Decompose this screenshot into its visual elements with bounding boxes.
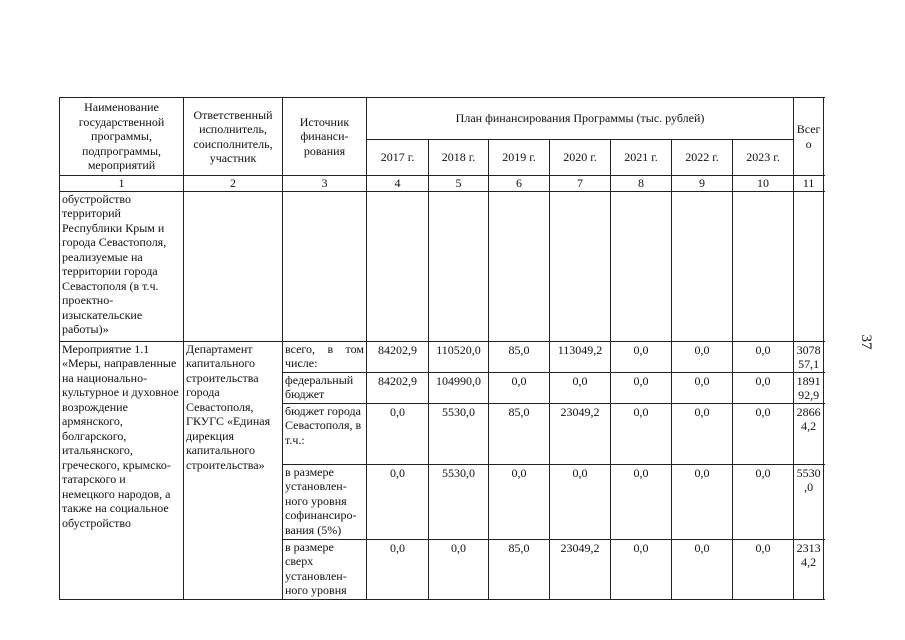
source-cell: бюджет города Севастополя, в т.ч.: [283,403,367,464]
header-name: Наименование государственной программы, подпрограммы, мероприятий [60,98,184,176]
source-cell: в размере установлен-ного уровня софинансиро-вания (5%) [283,464,367,539]
value-cell: 0,0 [733,403,794,464]
value-cell: 0,0 [733,464,794,539]
header-year: 2023 г. [733,140,794,176]
value-cell: 0,0 [733,539,794,599]
column-number: 2 [184,176,283,192]
header-responsible: Ответственный исполнитель, соисполнитель, участник [184,98,283,176]
total-cell: 5530,0 [794,464,824,539]
empty-cell [611,191,672,341]
column-number: 3 [283,176,367,192]
empty-cell [367,191,429,341]
source-cell: всего, в том числе: [283,341,367,372]
column-number: 7 [550,176,611,192]
value-cell: 0,0 [672,372,733,403]
continued-name-cell: обустройство территорий Республики Крым и города Севастополя, реализуемые на территории города Севастополя (в т.ч. проектно-изыскательские работы)» [60,191,184,341]
source-cell: в размере сверх установлен-ного уровня [283,539,367,599]
header-source: Источник финанси-рования [283,98,367,176]
value-cell: 23049,2 [550,403,611,464]
empty-cell [672,191,733,341]
value-cell: 0,0 [367,539,429,599]
empty-cell [184,191,283,341]
total-cell: 23134,2 [794,539,824,599]
value-cell: 0,0 [672,464,733,539]
value-cell: 84202,9 [367,341,429,372]
value-cell: 85,0 [489,403,550,464]
column-number: 5 [429,176,489,192]
event-name-cell: Мероприятие 1.1 «Меры, направленные на национально-культурное и духовное возрождение армянского, болгарского, итальянского, греческого, крымско-татарского и немецкого народов, а также на социальное обустройство [60,341,184,599]
empty-cell [489,191,550,341]
value-cell: 0,0 [611,341,672,372]
empty-cell [429,191,489,341]
header-year: 2022 г. [672,140,733,176]
column-number: 8 [611,176,672,192]
value-cell: 0,0 [367,464,429,539]
value-cell: 5530,0 [429,464,489,539]
column-number: 11 [794,176,824,192]
empty-cell [733,191,794,341]
value-cell: 0,0 [489,372,550,403]
value-cell: 0,0 [429,539,489,599]
value-cell: 0,0 [367,403,429,464]
column-number: 1 [60,176,184,192]
header-year: 2021 г. [611,140,672,176]
value-cell: 0,0 [489,464,550,539]
table-row [60,191,824,341]
value-cell: 0,0 [611,403,672,464]
total-cell: 28664,2 [794,403,824,464]
value-cell: 0,0 [550,464,611,539]
value-cell: 85,0 [489,341,550,372]
value-cell: 0,0 [550,372,611,403]
empty-cell [283,191,367,341]
total-cell: 189192,9 [794,372,824,403]
header-total: Всего [794,98,824,176]
column-number: 10 [733,176,794,192]
value-cell: 0,0 [672,403,733,464]
value-cell: 0,0 [672,539,733,599]
table-header-row [60,98,824,140]
value-cell: 0,0 [611,372,672,403]
header-year: 2018 г. [429,140,489,176]
column-numbers-row [60,176,824,192]
value-cell: 0,0 [733,372,794,403]
column-number: 4 [367,176,429,192]
value-cell: 104990,0 [429,372,489,403]
value-cell: 0,0 [611,539,672,599]
event-responsible-cell: Департамент капитального строительства города Севастополя, ГКУГС «Единая дирекция капитального строительства» [184,341,283,599]
header-year: 2017 г. [367,140,429,176]
value-cell: 113049,2 [550,341,611,372]
empty-cell [794,191,824,341]
header-year: 2020 г. [550,140,611,176]
column-number: 9 [672,176,733,192]
value-cell: 84202,9 [367,372,429,403]
column-number: 6 [489,176,550,192]
value-cell: 0,0 [672,341,733,372]
table-row [60,341,824,372]
source-cell: федеральный бюджет [283,372,367,403]
financing-table [59,97,824,600]
value-cell: 0,0 [611,464,672,539]
value-cell: 5530,0 [429,403,489,464]
value-cell: 110520,0 [429,341,489,372]
empty-cell [550,191,611,341]
total-cell: 307857,1 [794,341,824,372]
header-year: 2019 г. [489,140,550,176]
header-plan: План финансирования Программы (тыс. рублей) [367,98,794,140]
value-cell: 0,0 [733,341,794,372]
page-number: 37 [858,334,874,350]
value-cell: 85,0 [489,539,550,599]
value-cell: 23049,2 [550,539,611,599]
